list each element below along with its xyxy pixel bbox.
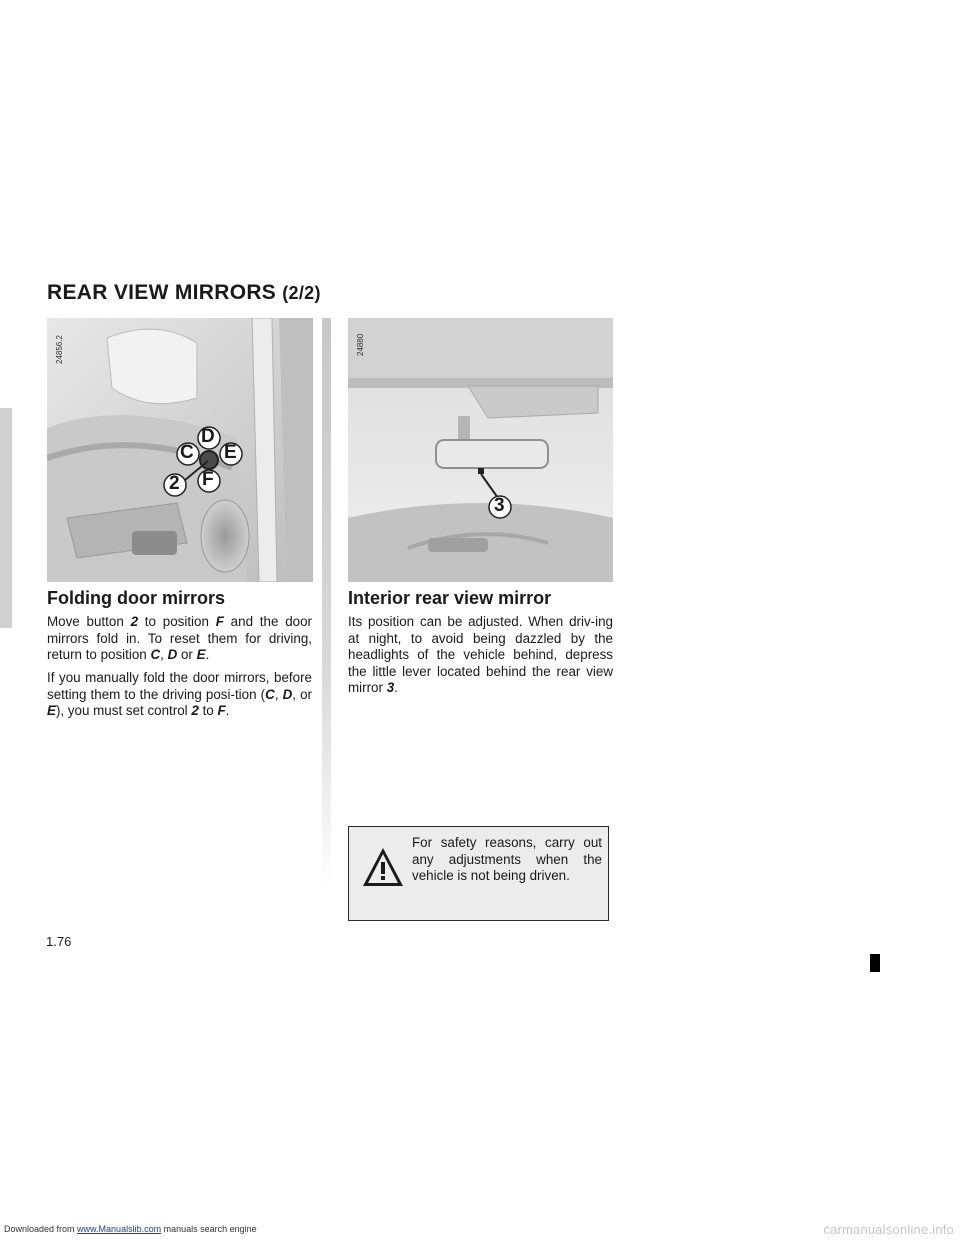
folding-mirrors-para2: If you manually fold the door mirrors, before setting them to the driving posi-tion (C, D, or E), you must set control 2 to F. [47, 670, 312, 718]
page-title-part: (2/2) [282, 283, 321, 303]
callout-label-C: C [180, 442, 194, 463]
figure-id: 24856.2 [55, 335, 64, 364]
page-corner-mark [870, 954, 880, 972]
folding-mirrors-para1: Move button 2 to position F and the door mirrors fold in. To reset them for driving, return to position C, D or E. [47, 614, 313, 662]
callout-label-E: E [224, 442, 237, 463]
section-tab [0, 408, 12, 628]
callout-label-2: 2 [169, 473, 180, 494]
callout-label-3: 3 [494, 495, 505, 516]
interior-mirror-para1: Its position can be adjusted. When driv-ing at night, to avoid being dazzled by the headlights of the vehicle behind, depress the little lever located behind the rear view mirror 3. [348, 614, 613, 695]
warning-triangle-icon [360, 845, 406, 891]
folding-mirrors-heading: Folding door mirrors [47, 588, 225, 608]
door-mirror-control-figure [47, 318, 313, 582]
interior-mirror-figure [348, 318, 613, 582]
page-title: REAR VIEW MIRRORS (2/2) [47, 281, 321, 304]
warning-text: For safety reasons, carry out any adjustments when the vehicle is not being driven. [412, 835, 602, 883]
figure-id: 24880 [356, 333, 365, 356]
page-number: 1.76 [46, 934, 72, 949]
download-source-line: Downloaded from www.Manualslib.com manuals search engine [4, 1224, 257, 1234]
column-divider [322, 318, 331, 890]
manualslib-link[interactable]: www.Manualslib.com [77, 1224, 162, 1234]
safety-warning-box [348, 826, 609, 921]
callout-label-F: F [202, 469, 214, 490]
interior-mirror-heading: Interior rear view mirror [348, 588, 552, 608]
interior-mirror-illustration [348, 318, 613, 582]
watermark-text: carmanualsonline.info [823, 1222, 954, 1237]
callout-label-D: D [201, 426, 215, 447]
